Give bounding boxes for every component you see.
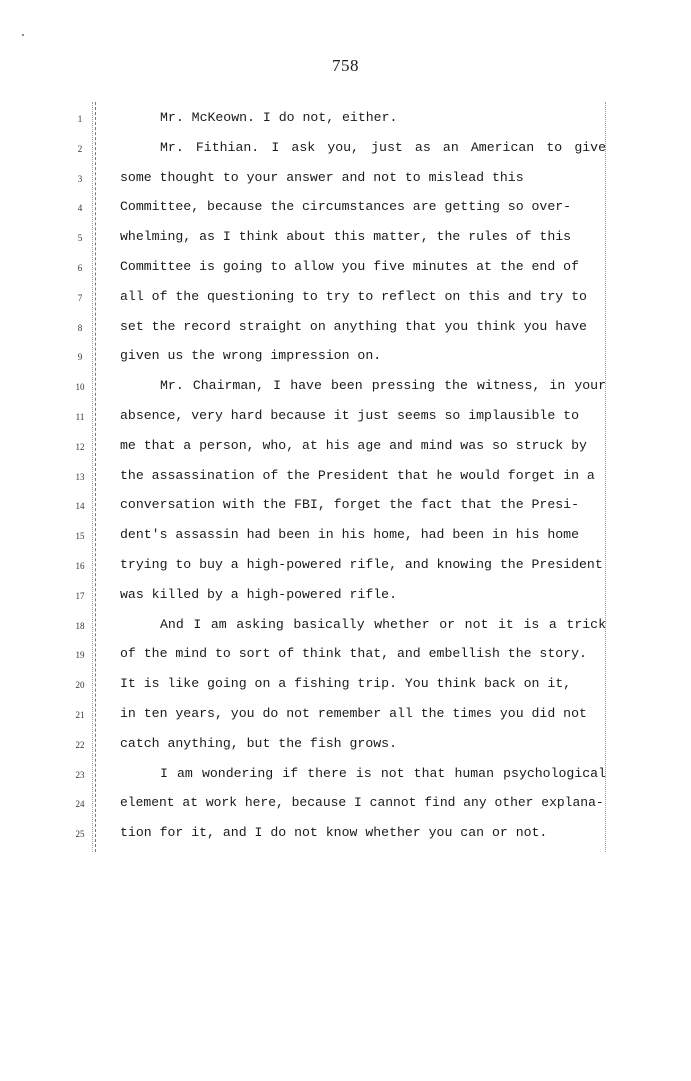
line-number: 19 (75, 650, 85, 660)
line-number: 16 (75, 561, 85, 571)
line-number: 10 (75, 382, 85, 392)
transcript-line: whelming, as I think about this matter, the rules of this (120, 229, 572, 244)
line-number: 20 (75, 680, 85, 690)
line-number: 13 (75, 472, 85, 482)
page-number: 758 (332, 56, 359, 75)
transcript-line: the assassination of the President that he would forget in a (120, 468, 595, 483)
transcript-line: element at work here, because I cannot find any other explana- (120, 795, 604, 810)
transcript-line: me that a person, who, at his age and mind was so struck by (120, 438, 587, 453)
line-number: 23 (75, 770, 85, 780)
line-number: 9 (77, 352, 83, 362)
transcript-line: trying to buy a high-powered rifle, and knowing the President (120, 557, 603, 572)
line-number: 3 (77, 174, 83, 184)
transcript-line: all of the questioning to try to reflect on this and try to (120, 289, 587, 304)
transcript-line: Mr. Fithian. I ask you, just as an American to give (160, 140, 606, 155)
transcript-line: And I am asking basically whether or not it is a trick (160, 617, 606, 632)
line-number: 5 (77, 233, 83, 243)
transcript-line: tion for it, and I do not know whether you can or not. (120, 825, 548, 840)
line-number: 24 (75, 799, 85, 809)
transcript-line: It is like going on a fishing trip. You think back on it, (120, 676, 572, 691)
transcript-line: given us the wrong impression on. (120, 348, 382, 363)
transcript-line: catch anything, but the fish grows. (120, 736, 397, 751)
line-number: 1 (77, 114, 83, 124)
transcript-line: absence, very hard because it just seems so implausible to (120, 408, 579, 423)
line-number: 17 (75, 591, 85, 601)
transcript-line: was killed by a high-powered rifle. (120, 587, 397, 602)
line-number: 14 (75, 501, 85, 511)
transcript-line: Mr. McKeown. I do not, either. (160, 110, 398, 125)
line-number: 11 (75, 412, 85, 422)
transcript-line: in ten years, you do not remember all the times you did not (120, 706, 587, 721)
transcript-line: Committee is going to allow you five minutes at the end of (120, 259, 579, 274)
line-number: 7 (77, 293, 83, 303)
line-number: 22 (75, 740, 85, 750)
line-number: 18 (75, 621, 85, 631)
transcript-line: conversation with the FBI, forget the fact that the Presi- (120, 497, 579, 512)
line-number: 6 (77, 263, 83, 273)
line-number: 12 (75, 442, 85, 452)
transcript-line: some thought to your answer and not to mislead this (120, 170, 524, 185)
line-number: 21 (75, 710, 85, 720)
transcript-line: Committee, because the circumstances are getting so over- (120, 199, 572, 214)
line-number: 2 (77, 144, 83, 154)
transcript-line: I am wondering if there is not that human psychological (160, 766, 606, 781)
left-margin-rule-inner (92, 102, 93, 852)
transcript-line: Mr. Chairman, I have been pressing the witness, in your (160, 378, 606, 393)
line-number: 4 (77, 203, 83, 213)
line-number: 15 (75, 531, 85, 541)
transcript-line: dent's assassin had been in his home, had been in his home (120, 527, 579, 542)
scan-speck (22, 34, 24, 36)
transcript-line: set the record straight on anything that you think you have (120, 319, 587, 334)
left-margin-rule (95, 102, 96, 852)
line-number: 8 (77, 323, 83, 333)
transcript-line: of the mind to sort of think that, and embellish the story. (120, 646, 587, 661)
line-number: 25 (75, 829, 85, 839)
